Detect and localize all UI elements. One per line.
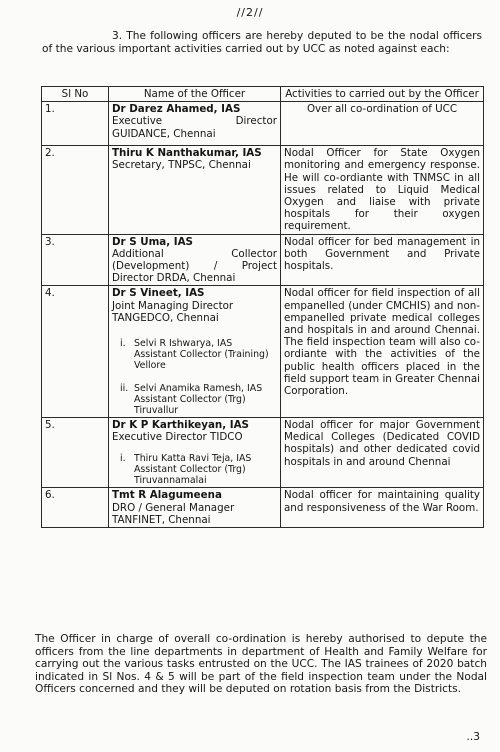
activity: Nodal officer for field inspection of all empanelled (under CMCHIS) and non-empanelled private medical colleges and hospitals in and around Chennai. The field inspection team will also co-ordiante with the activities of the public health officers placed in the field support team in Greater Chennai Corporation. <box>281 286 484 418</box>
intro-text: The following officers are hereby deputed to be the nodal officers of the various important activities carried out by UCC as noted against each: <box>42 30 482 55</box>
table-row <box>42 418 484 488</box>
officer-designation-line2: GUIDANCE, Chennai <box>112 127 216 140</box>
officer-name: Tmt R Alagumeena <box>112 489 222 502</box>
sub-officer-text: Thiru Katta Ravi Teja, IAS Assistant Collector (Trg) Tiruvannamalai <box>134 453 252 487</box>
sub-officer <box>112 453 277 486</box>
officer-cell <box>109 146 281 234</box>
table-row <box>42 286 484 418</box>
activity: Nodal officer for major Government Medical Colleges (Dedicated COVID hospitals) and other dedicated covid hospitals in and around Chennai <box>281 418 484 488</box>
sl-no: 3. <box>42 234 109 286</box>
table-row <box>42 146 484 234</box>
officer-designation: Joint Managing Director TANGEDCO, Chennai <box>112 299 234 324</box>
sl-no: 5. <box>42 418 109 488</box>
table-row <box>42 234 484 286</box>
header-officer-name: Name of the Officer <box>109 87 281 102</box>
designation-part: Director <box>235 115 277 128</box>
officer-designation: DRO / General Manager TANFINET, Chennai <box>112 501 235 526</box>
table-row <box>42 102 484 146</box>
sl-no: 1. <box>42 102 109 146</box>
nodal-officers-table <box>41 86 484 528</box>
activity: Over all co-ordination of UCC <box>281 102 484 146</box>
header-sl-no: Sl No <box>42 87 109 102</box>
sub-officer-text: Selvi R Ishwarya, IAS Assistant Collector (Training) Vellore <box>134 338 269 372</box>
intro-paragraph <box>42 30 482 55</box>
officer-designation: Executive Director TIDCO <box>112 431 243 444</box>
officer-cell <box>109 102 281 146</box>
officer-name: Dr K P Karthikeyan, IAS <box>112 419 249 432</box>
page-continuation-marker: ..3 <box>466 731 480 743</box>
officer-name: Dr S Uma, IAS <box>112 235 193 248</box>
sub-officer-number: i. <box>120 453 126 465</box>
table-header-row <box>42 87 484 102</box>
sl-no: 4. <box>42 286 109 418</box>
table-row <box>42 488 484 528</box>
sl-no: 6. <box>42 488 109 528</box>
officer-designation: Secretary, TNPSC, Chennai <box>112 159 251 172</box>
officer-name: Dr Darez Ahamed, IAS <box>112 103 241 116</box>
sub-officer-number: ii. <box>120 383 129 395</box>
intro-para-number: 3. <box>112 30 123 42</box>
designation-part: Executive <box>112 115 163 128</box>
sl-no: 2. <box>42 146 109 234</box>
page-number-header: //2// <box>236 6 264 19</box>
officer-designation: Additional Collector (Development) / Project Director DRDA, Chennai <box>112 247 277 285</box>
closing-paragraph: The Officer in charge of overall co-ordination is hereby authorised to depute the officers from the line departments in department of Health and Family Welfare for carrying out the various tasks entrusted on the UCC. The IAS trainees of 2020 batch indicated in Sl Nos. 4 & 5 will be part of the field inspection team under the Nodal Officers concerned and they will be deputed on rotation basis from the Districts. <box>35 633 487 696</box>
officer-cell <box>109 234 281 286</box>
officer-cell <box>109 418 281 488</box>
officer-name: Dr S Vineet, IAS <box>112 287 205 300</box>
officer-cell <box>109 286 281 418</box>
officer-designation <box>112 115 277 127</box>
header-activities: Activities to carried out by the Officer <box>281 87 484 102</box>
officer-cell <box>109 488 281 528</box>
sub-officer <box>112 338 277 371</box>
activity: Nodal officer for bed management in both Government and Private hospitals. <box>281 234 484 286</box>
sub-officer-number: i. <box>120 338 126 350</box>
sub-officer-text: Selvi Anamika Ramesh, IAS Assistant Collector (Trg) Tiruvallur <box>134 383 263 417</box>
officer-name: Thiru K Nanthakumar, IAS <box>112 147 262 160</box>
activity: Nodal officer for maintaining quality and responsiveness of the War Room. <box>281 488 484 528</box>
sub-officer <box>112 383 277 416</box>
activity: Nodal Officer for State Oxygen monitoring and emergency response. He will co-ordiante with TNMSC in all issues related to Liquid Medical Oxygen and liaise with private hospitals for their oxygen requirement. <box>281 146 484 234</box>
